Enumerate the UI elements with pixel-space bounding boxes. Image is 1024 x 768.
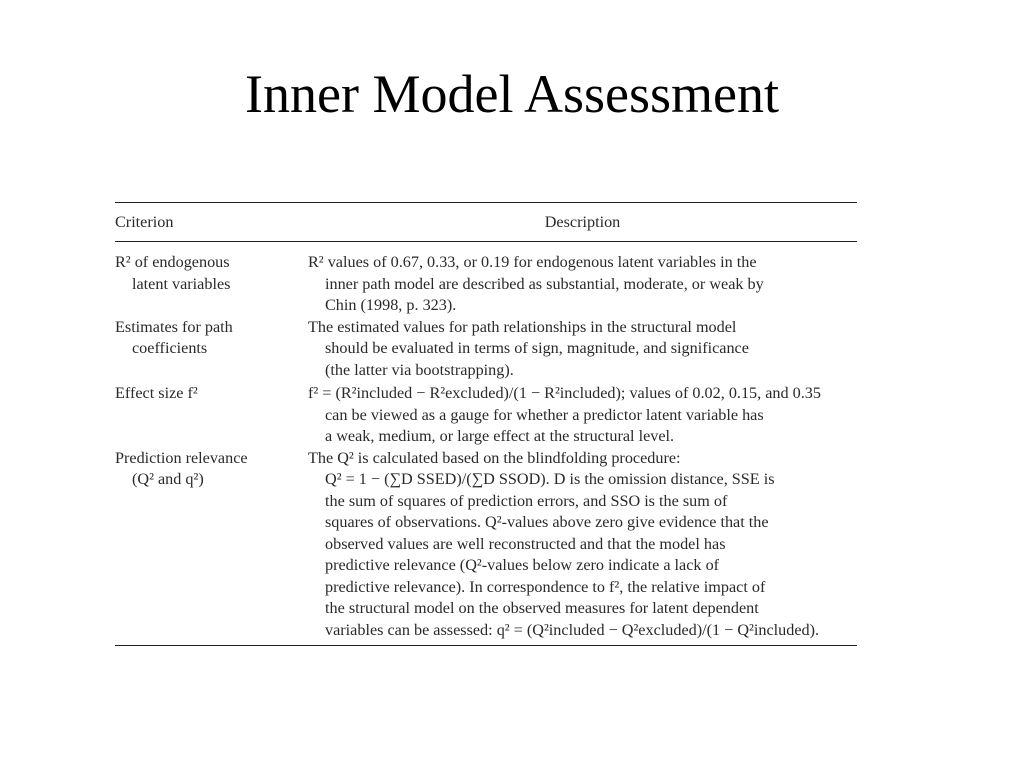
- description-line: observed values are well reconstructed and that the model has: [325, 534, 726, 553]
- description-line: should be evaluated in terms of sign, magnitude, and significance: [325, 339, 749, 357]
- description-line: a weak, medium, or large effect at the structural level.: [325, 427, 675, 445]
- description-line: Chin (1998, p. 323).: [325, 296, 457, 314]
- description-line: (the latter via bootstrapping).: [325, 360, 514, 379]
- table-row: [115, 252, 857, 317]
- criterion-line: coefficients: [132, 339, 208, 357]
- criterion-line: R² of endogenous: [115, 253, 230, 271]
- description-line: the structural model on the observed measures for latent dependent: [325, 599, 759, 617]
- description-line: inner path model are described as substantial, moderate, or weak by: [325, 274, 764, 293]
- description-line: f² = (R²included − R²excluded)/(1 − R²included); values of 0.02, 0.15, and 0.35: [308, 384, 821, 402]
- table-body: [115, 242, 857, 645]
- criterion-line: latent variables: [132, 274, 231, 293]
- description-line: can be viewed as a gauge for whether a predictor latent variable has: [325, 405, 764, 424]
- description-line: variables can be assessed: q² = (Q²included − Q²excluded)/(1 − Q²included).: [325, 620, 820, 639]
- criterion-cell: [115, 317, 308, 382]
- criterion-cell: [115, 448, 308, 642]
- criterion-line: Estimates for path: [115, 317, 233, 336]
- description-line: R² values of 0.67, 0.33, or 0.19 for endogenous latent variables in the: [308, 253, 757, 271]
- criterion-line: Effect size f²: [115, 384, 198, 402]
- criterion-line: (Q² and q²): [132, 470, 204, 488]
- description-cell: [308, 383, 857, 448]
- table-header: [115, 203, 857, 241]
- description-cell: [308, 252, 857, 317]
- criteria-table: [115, 202, 857, 646]
- criterion-line: Prediction relevance: [115, 448, 248, 467]
- criterion-cell: [115, 252, 308, 317]
- slide-title: Inner Model Assessment: [245, 64, 779, 124]
- description-line: predictive relevance). In correspondence to f², the relative impact of: [325, 577, 766, 596]
- description-line: squares of observations. Q²-values above zero give evidence that the: [325, 513, 769, 531]
- header-description: Description: [544, 212, 621, 231]
- table-row: [115, 383, 857, 448]
- description-line: Q² = 1 − (∑D SSED)/(∑D SSOD). D is the omission distance, SSE is: [325, 470, 775, 488]
- table-bottom-rule: [115, 645, 857, 646]
- description-line: The Q² is calculated based on the blindfolding procedure:: [308, 448, 681, 467]
- description-line: predictive relevance (Q²-values below zero indicate a lack of: [325, 556, 720, 574]
- table-row: [115, 317, 857, 382]
- criterion-cell: [115, 383, 308, 448]
- description-line: The estimated values for path relationships in the structural model: [308, 317, 737, 336]
- description-cell: [308, 448, 857, 642]
- header-criterion: Criterion: [115, 212, 174, 231]
- description-line: the sum of squares of prediction errors, and SSO is the sum of: [325, 491, 728, 510]
- table-row: [115, 448, 857, 642]
- description-cell: [308, 317, 857, 382]
